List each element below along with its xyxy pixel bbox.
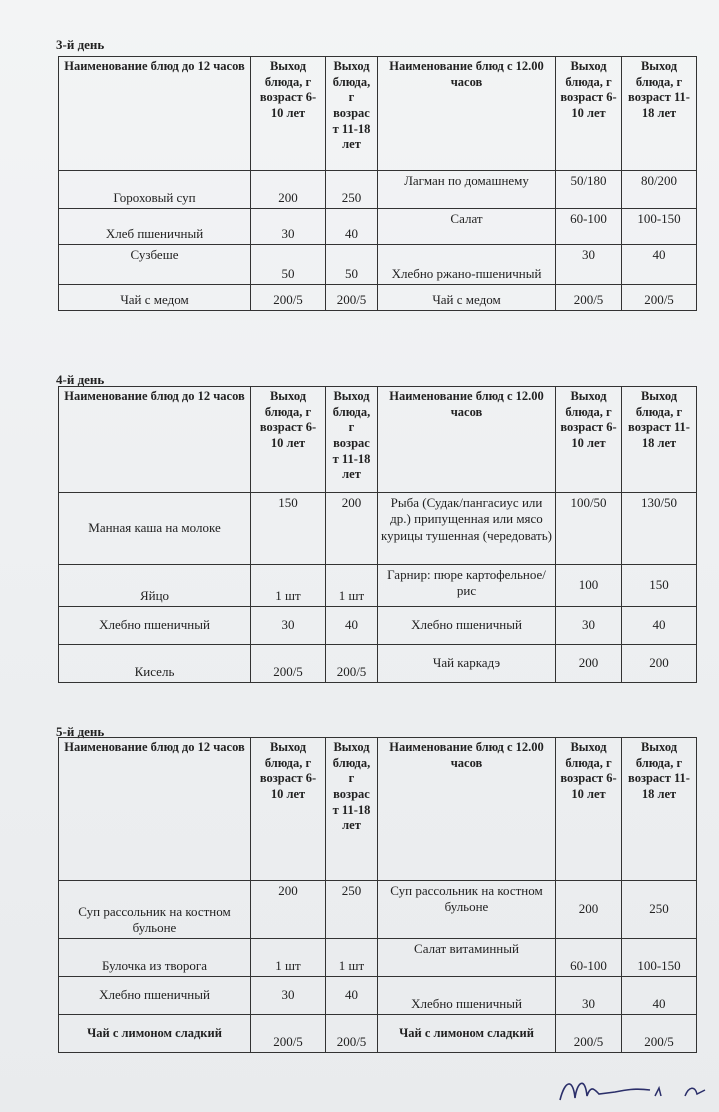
column-header: Наименование блюд до 12 часов [59,738,251,881]
column-header: Выход блюда, г возраст 6-10 лет [251,387,326,493]
table-row [59,881,697,939]
column-header: Наименование блюд с 12.00 часов [378,387,556,493]
table-row [59,171,697,209]
day-title: 3-й день [56,37,105,52]
column-header: Наименование блюд до 12 часов [59,57,251,171]
table-cell: Сузбеше [59,245,251,285]
table-row [59,977,697,1015]
table-cell: 40 [622,607,697,645]
table-cell: 30 [251,607,326,645]
table-cell: 200 [251,171,326,209]
table-cell: 1 шт [251,565,326,607]
column-header: Выход блюда, г возраст 6-10 лет [556,387,622,493]
table-cell: 200/5 [326,285,378,311]
table-cell: Рыба (Судак/пангасиус или др.) припущенная или мясо курицы тушенная (чередовать) [378,493,556,565]
table-cell: 200 [556,645,622,683]
table-row [59,645,697,683]
menu-table-day-5 [58,737,697,1053]
day-title: 5-й день [56,724,105,739]
table-cell: 40 [622,245,697,285]
table-cell: 50 [251,245,326,285]
table-cell: Хлебно пшеничный [59,607,251,645]
menu-table-day-4 [58,386,697,683]
handwritten-signature [555,1070,715,1110]
table-cell: 40 [622,977,697,1015]
table-cell: Хлебно пшеничный [378,977,556,1015]
table-cell: 60-100 [556,209,622,245]
table-cell: 200 [326,493,378,565]
table-cell: 1 шт [251,939,326,977]
column-header: Наименование блюд с 12.00 часов [378,738,556,881]
table-cell: 200 [556,881,622,939]
table-cell: 100-150 [622,209,697,245]
table-cell: 50/180 [556,171,622,209]
column-header: Выход блюда, г возраст 11-18 лет [622,387,697,493]
table-cell: 200 [622,645,697,683]
table-cell: 30 [251,209,326,245]
column-header: Выход блюда, г возраст 11-18 лет [622,738,697,881]
table-cell: 100/50 [556,493,622,565]
table-cell: 1 шт [326,565,378,607]
column-header: Выход блюда, г возраст 6-10 лет [251,738,326,881]
table-cell: Салат витаминный [378,939,556,977]
table-row [59,607,697,645]
table-cell: Яйцо [59,565,251,607]
table-row [59,565,697,607]
table-cell: Чай с медом [59,285,251,311]
table-cell: 100-150 [622,939,697,977]
menu-table-day-3 [58,56,697,311]
table-header-row [59,387,697,493]
table-row [59,1015,697,1053]
table-cell: 200/5 [556,1015,622,1053]
table-cell: Лагман по домашнему [378,171,556,209]
table-cell: Суп рассольник на костном бульоне [59,881,251,939]
column-header: Выход блюда, г возраст 6-10 лет [556,738,622,881]
table-cell: Гарнир: пюре картофельное/рис [378,565,556,607]
table-cell: Булочка из творога [59,939,251,977]
table-cell: 200/5 [326,645,378,683]
table-cell: 1 шт [326,939,378,977]
table-cell: 50 [326,245,378,285]
table-cell: 200/5 [326,1015,378,1053]
table-cell: 200/5 [251,645,326,683]
table-cell: Хлебно пшеничный [378,607,556,645]
table-cell: 150 [622,565,697,607]
table-cell: 40 [326,977,378,1015]
table-cell: Чай с лимоном сладкий [378,1015,556,1053]
column-header: Наименование блюд с 12.00 часов [378,57,556,171]
table-cell: Хлебно пшеничный [59,977,251,1015]
table-cell: Кисель [59,645,251,683]
table-cell: 200/5 [251,1015,326,1053]
table-header-row [59,738,697,881]
table-cell: Хлебно ржано-пшеничный [378,245,556,285]
table-cell: 200/5 [622,285,697,311]
table-row [59,493,697,565]
table-cell: 250 [326,881,378,939]
table-cell: 30 [556,977,622,1015]
column-header: Выход блюда, г возрас т 11-18 лет [326,738,378,881]
column-header: Выход блюда, г возрас т 11-18 лет [326,57,378,171]
table-cell: 30 [556,245,622,285]
table-cell: 200/5 [622,1015,697,1053]
table-row [59,245,697,285]
table-cell: 130/50 [622,493,697,565]
table-header-row [59,57,697,171]
table-cell: Чай каркадэ [378,645,556,683]
table-cell: Суп рассольник на костном бульоне [378,881,556,939]
table-cell: 100 [556,565,622,607]
table-cell: 200/5 [556,285,622,311]
day-title: 4-й день [56,372,105,387]
table-cell: Хлеб пшеничный [59,209,251,245]
table-cell: 30 [556,607,622,645]
table-cell: 30 [251,977,326,1015]
column-header: Выход блюда, г возраст 6-10 лет [556,57,622,171]
table-cell: 250 [326,171,378,209]
table-cell: 150 [251,493,326,565]
column-header: Выход блюда, г возраст 11-18 лет [622,57,697,171]
table-cell: 200/5 [251,285,326,311]
table-cell: 40 [326,607,378,645]
table-row [59,285,697,311]
table-cell: Чай с лимоном сладкий [59,1015,251,1053]
table-cell: 250 [622,881,697,939]
table-cell: 200 [251,881,326,939]
column-header: Выход блюда, г возрас т 11-18 лет [326,387,378,493]
column-header: Выход блюда, г возраст 6-10 лет [251,57,326,171]
table-cell: 40 [326,209,378,245]
table-cell: Чай с медом [378,285,556,311]
table-row [59,939,697,977]
table-cell: Манная каша на молоке [59,493,251,565]
table-cell: Гороховый суп [59,171,251,209]
table-cell: 80/200 [622,171,697,209]
table-row [59,209,697,245]
column-header: Наименование блюд до 12 часов [59,387,251,493]
table-cell: 60-100 [556,939,622,977]
table-cell: Салат [378,209,556,245]
